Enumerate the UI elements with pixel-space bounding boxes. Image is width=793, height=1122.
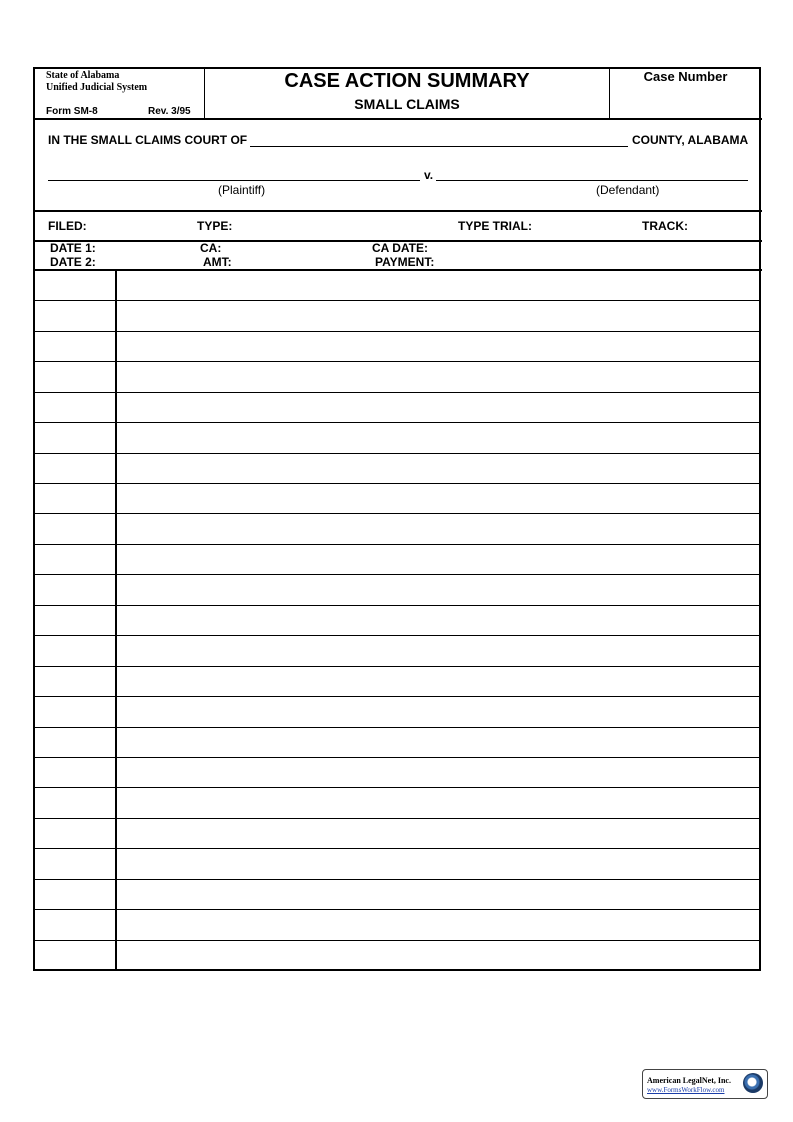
versus-label: v. (424, 168, 434, 182)
plaintiff-field[interactable] (48, 180, 420, 181)
table-row[interactable] (35, 332, 760, 362)
table-row[interactable] (35, 819, 760, 849)
payment-label: PAYMENT: (375, 255, 435, 269)
amt-label: AMT: (203, 255, 232, 269)
page-subtitle: SMALL CLAIMS (354, 96, 460, 112)
table-row[interactable] (35, 941, 760, 971)
table-row[interactable] (35, 880, 760, 910)
court-prefix: IN THE SMALL CLAIMS COURT OF (48, 133, 248, 147)
ca-label: CA: (200, 241, 222, 255)
table-row[interactable] (35, 910, 760, 940)
table-row[interactable] (35, 575, 760, 605)
table-row[interactable] (35, 423, 760, 453)
case-number-label: Case Number (643, 69, 728, 84)
table-row[interactable] (35, 788, 760, 818)
publisher-name: American LegalNet, Inc. (647, 1076, 731, 1085)
table-row[interactable] (35, 301, 760, 331)
date2-label: DATE 2: (50, 255, 96, 269)
date1-label: DATE 1: (50, 241, 96, 255)
table-row[interactable] (35, 545, 760, 575)
track-label: TRACK: (642, 219, 688, 233)
publisher-url[interactable]: www.FormsWorkFlow.com (647, 1086, 725, 1094)
state-name: State of Alabama (46, 70, 120, 81)
plaintiff-label: (Plaintiff) (218, 183, 266, 197)
judicial-system: Unified Judicial System (46, 82, 148, 93)
publisher-badge (642, 1069, 768, 1099)
form-number: Form SM-8 (46, 106, 98, 117)
defendant-label: (Defendant) (596, 183, 660, 197)
header-bottom-rule (33, 118, 762, 120)
table-row[interactable] (35, 728, 760, 758)
table-row[interactable] (35, 849, 760, 879)
court-suffix: COUNTY, ALABAMA (632, 133, 749, 147)
table-row[interactable] (35, 362, 760, 392)
table-row[interactable] (35, 697, 760, 727)
publisher-logo-icon (743, 1073, 763, 1093)
table-row[interactable] (35, 484, 760, 514)
table-row[interactable] (35, 636, 760, 666)
defendant-field[interactable] (436, 180, 748, 181)
page-title: CASE ACTION SUMMARY (284, 70, 530, 92)
court-bottom-rule (33, 210, 762, 212)
county-field[interactable] (250, 146, 628, 147)
table-row[interactable] (35, 514, 760, 544)
ca-date-label: CA DATE: (372, 241, 428, 255)
form-revision: Rev. 3/95 (148, 106, 191, 117)
case-number-field[interactable] (614, 88, 756, 114)
table-row[interactable] (35, 393, 760, 423)
table-row[interactable] (35, 606, 760, 636)
type-label: TYPE: (197, 219, 233, 233)
filed-label: FILED: (48, 219, 87, 233)
table-row[interactable] (35, 758, 760, 788)
table-row[interactable] (35, 667, 760, 697)
type-trial-label: TYPE TRIAL: (458, 219, 532, 233)
table-row[interactable] (35, 454, 760, 484)
table-row[interactable] (35, 271, 760, 301)
